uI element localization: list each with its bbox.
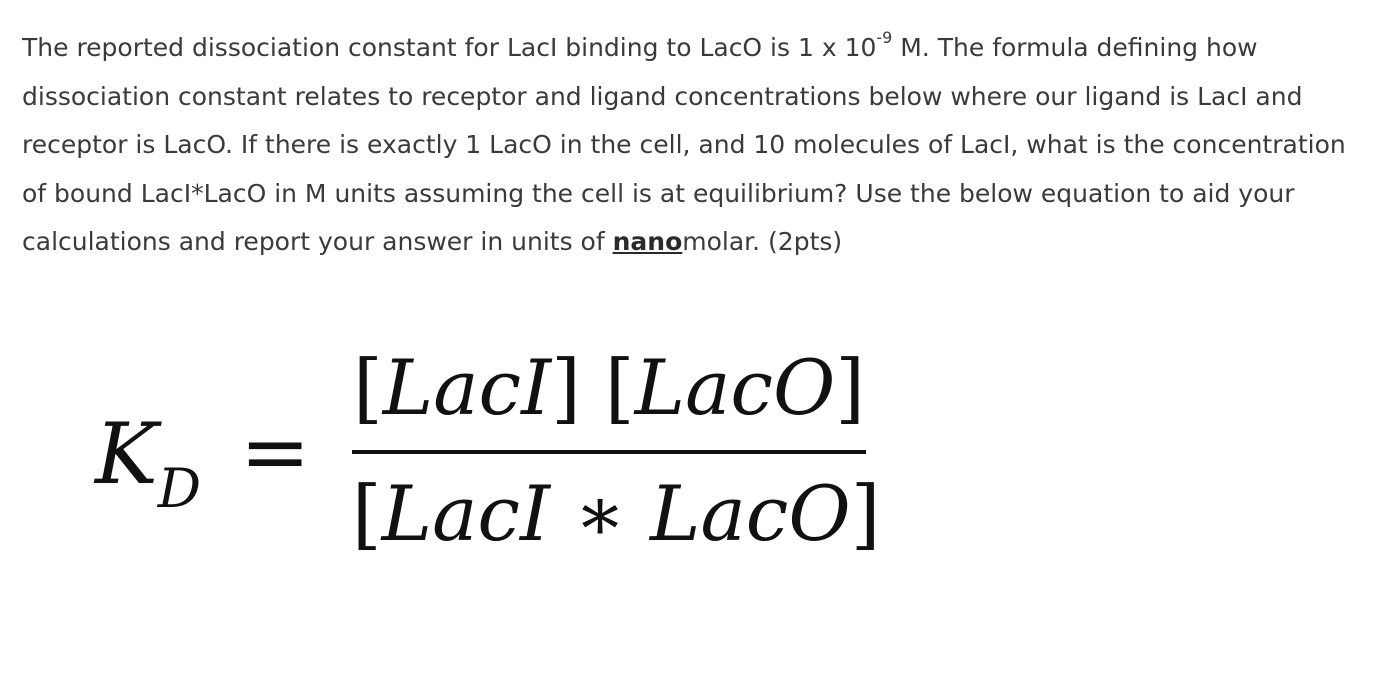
- numerator-lacI: LacI: [382, 343, 552, 432]
- numerator-lacO: LacO: [634, 343, 836, 432]
- question-part-2: M. The formula defining how dissociation constant relates to receptor and ligand concentrations below where our ligand is LacI and receptor is LacO. If there is exactly 1 LacO in the cell, and 10 molecules of LacI, what is the concentration of bound LacI*LacO in M units assuming the cell is at equilibrium? Use the below equation to aid your calculations and report your answer in units of: [22, 33, 1346, 256]
- denominator-lacO: LacO: [650, 469, 851, 558]
- equation-lhs: [95, 405, 202, 520]
- emphasized-unit: nano: [612, 227, 683, 256]
- fraction-bar: [352, 450, 866, 454]
- kd-symbol: K: [95, 405, 158, 503]
- equation-numerator: [LacI] [LacO]: [353, 343, 865, 432]
- question-part-3: molar. (2pts): [682, 227, 843, 256]
- question-part-1: The reported dissociation constant for LacI binding to LacO is 1 x 10: [22, 33, 877, 62]
- equals-sign: =: [240, 403, 311, 501]
- multiplication-operator: ∗: [574, 469, 626, 558]
- equation-denominator: [LacI ∗ LacO]: [352, 469, 881, 558]
- kd-equation: [90, 340, 890, 580]
- kd-subscript: D: [157, 456, 202, 520]
- denominator-lacI: LacI: [381, 469, 551, 558]
- question-text: [22, 24, 1377, 267]
- exponent: -9: [876, 27, 893, 47]
- equation-fraction: [352, 340, 881, 570]
